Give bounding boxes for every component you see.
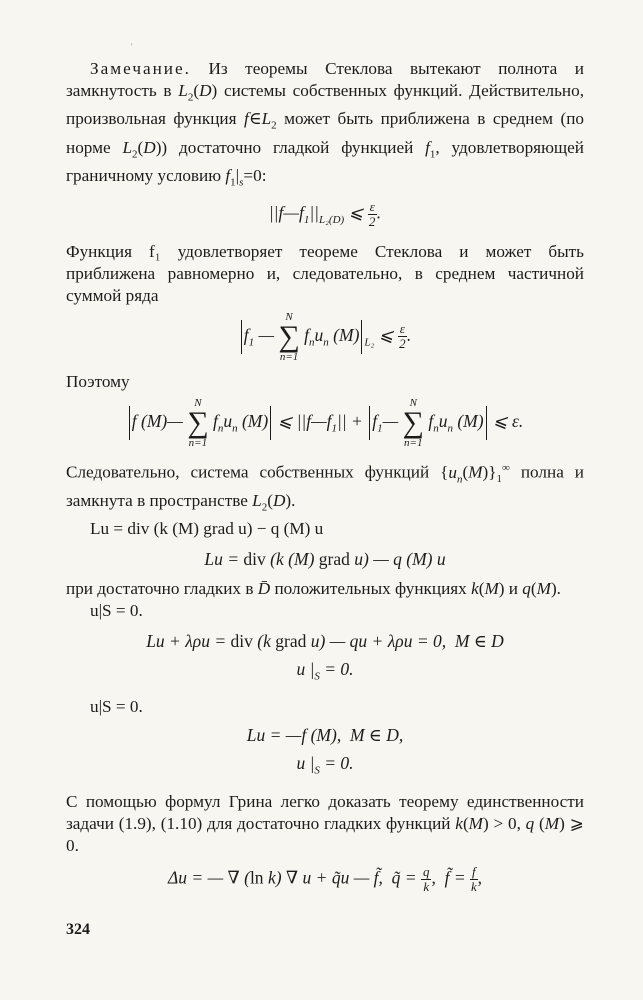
remark-label: Замечание. <box>90 59 191 78</box>
paragraph-remark: Замечание. Из теоремы Стеклова вытекают полнота и замкнутость в $L_2(D)$ системы собственных функций. Действительно, произвольная функция $f\in L_2$ может быть приближена в среднем (по норме $L_2(D)$) достаточно гладкой функцией $f_1$, удовлетворяющей граничному условию $f_1|_s=0$: <box>66 59 584 189</box>
equation-3: f (M)— N ∑ n=1 $f_nu_n$ (M) ⩽ $||f—f_1||$ + $f_1—$ N ∑ n=1 $f_nu_n$ (M) ⩽ ε. <box>66 397 584 449</box>
paragraph-2: Функция f₁ удовлетворяет теореме Стеклова и может быть приближена равномерно и, следовательно, в среднем частичной суммой ряда <box>66 241 584 305</box>
equation-2: $f_1$ — N ∑ n=1 $f_nu_n$ (M) $_{L_2}$ ⩽ $\frac{\varepsilon}{2}$ . <box>66 311 584 363</box>
paragraph-5: Lu = div (k (M) grad u) − q (M) u <box>90 519 324 539</box>
paragraph-9: С помощью формул Грина легко доказать теорему единственности задачи (1.9), (1.10) для достаточно гладких функций k(M) > 0, q (M) ⩾ 0. <box>66 792 585 856</box>
paragraph-8: u|S = 0. <box>90 696 143 716</box>
equation-6: u $|_S = 0$. <box>296 659 354 683</box>
page-number: 324 <box>66 921 90 938</box>
paragraph-7: u|S = 0. <box>90 601 143 621</box>
paragraph-4: Следовательно, система собственных функций $\{u_n(M)\}_1^\infty$ полна и замкнута в пространстве $L_2(D)$. <box>66 461 584 514</box>
paragraph-3: Поэтому <box>66 371 130 391</box>
equation-1: $||f—f_1||_{L_2(D)}$ ⩽ $\frac{\varepsilon}{2}$ . <box>268 198 382 229</box>
scan-speck: ' <box>131 42 133 51</box>
equation-7: Lu = —f (M), M ∈ D, <box>246 724 404 745</box>
page-body <box>66 58 584 894</box>
equation-4: Lu = div (k (M) grad u) — q (M) u <box>204 549 446 570</box>
paragraph-6: при достаточно гладких в D̄ положительных функциях k(M) и q(M). <box>66 579 561 599</box>
equation-8: u $|_S = 0$. <box>296 752 354 777</box>
equation-5: Lu + λρu = div (k grad u) — qu + λρu = 0, M ∈ D <box>146 631 504 652</box>
equation-9: Δu = — ∇ (ln k) ∇ u + q̃u — f̃, q̃ = $\frac{q}{k}$ , f̃ = $\frac{f}{k}$ , <box>167 864 483 895</box>
